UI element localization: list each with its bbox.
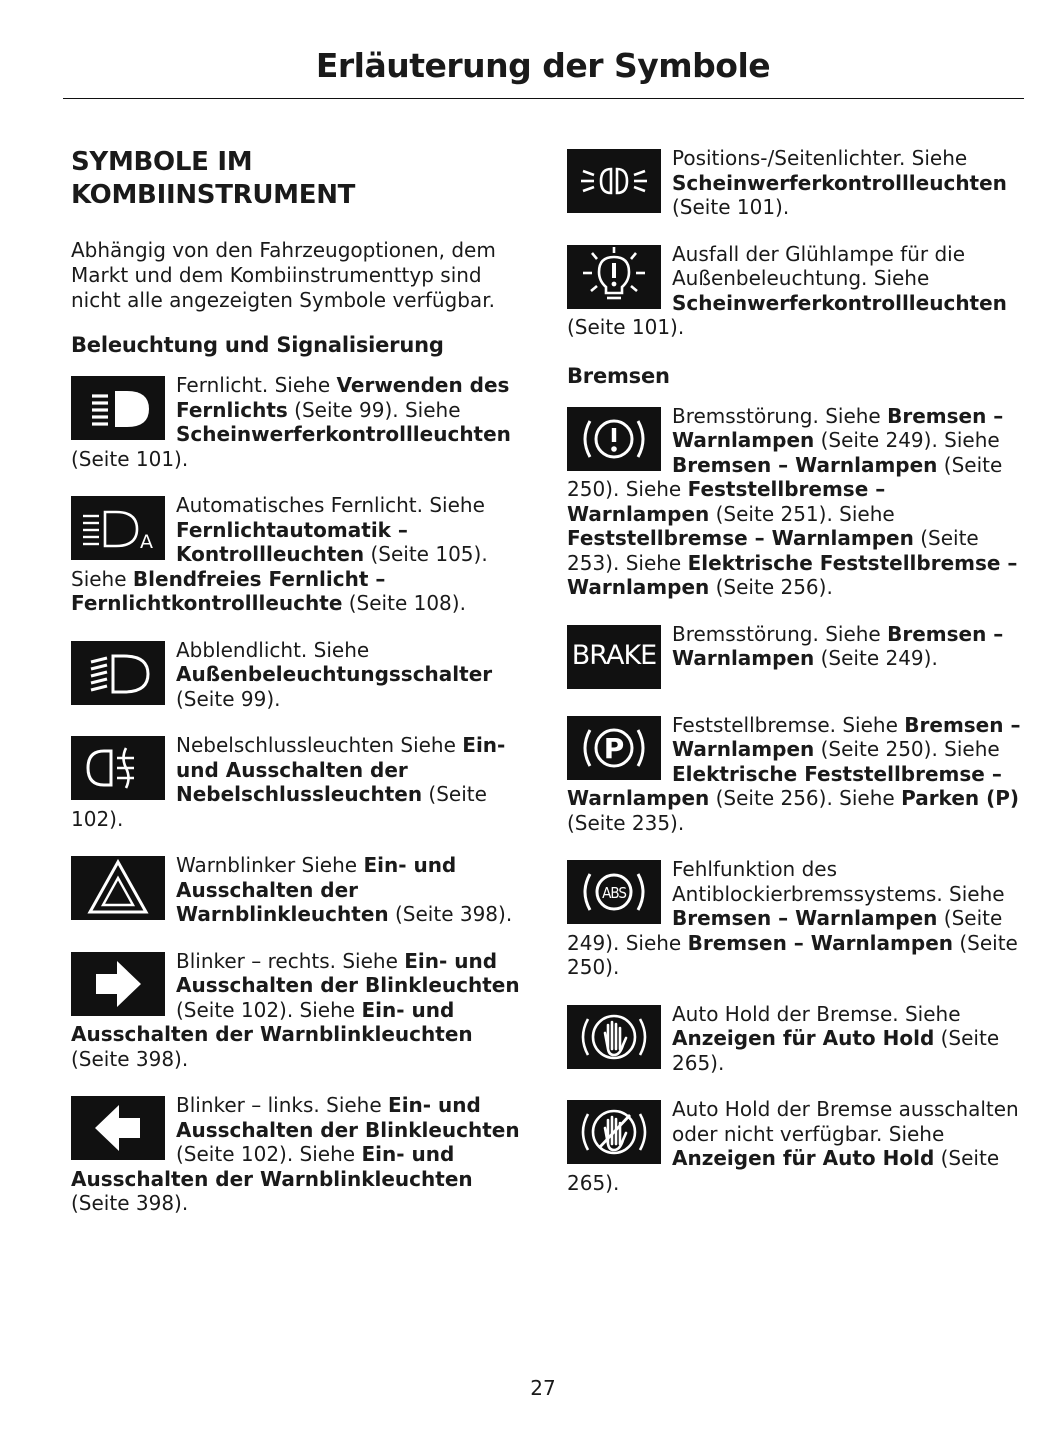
entry-text: Fehlfunktion des Antiblockierbremssystems. Siehe	[672, 857, 1005, 906]
lamp-entries	[567, 146, 1022, 340]
entry-text: (Seite 398).	[388, 902, 513, 926]
reference-link-text: Ein- und Ausschalten der Blinkleuchten	[176, 1093, 520, 1142]
entry-text: (Seite 99).	[176, 686, 281, 711]
reference-link-text: Ein- und Ausschalten der Blinkleuchten	[176, 948, 520, 997]
entry-text: Auto Hold der Bremse. Siehe	[672, 1001, 961, 1026]
entry-text: Bremsstörung. Siehe	[672, 403, 888, 428]
symbol-entry	[567, 713, 1022, 836]
symbol-entry	[71, 949, 523, 1072]
bulb-failure-icon	[567, 245, 661, 309]
entry-text: Fernlicht. Siehe	[176, 373, 337, 397]
lighting-entries	[71, 373, 523, 1216]
abs-warning-icon	[567, 860, 661, 924]
reference-link-text: Elektrische Feststellbremse – Warnlampen	[567, 550, 1018, 599]
turn-signal-left-icon	[71, 1096, 165, 1160]
entry-text: (Seite 256).	[709, 575, 833, 599]
section-heading-line1: SYMBOLE IM	[71, 147, 253, 177]
reference-link-text: Bremsen – Warnlampen	[672, 906, 938, 930]
entry-text: Bremsstörung. Siehe	[672, 621, 888, 646]
entry-text: (Seite 249).	[814, 646, 938, 670]
title-divider	[63, 98, 1024, 99]
reference-link-text: Parken (P)	[901, 786, 1020, 810]
reference-link-text: Ein- und Ausschalten der Nebelschlussleuchten	[176, 733, 506, 806]
reference-link-text: Blendfreies Fernlicht – Fernlichtkontrollleuchte	[71, 566, 386, 615]
auto-high-beam-icon	[71, 496, 165, 560]
symbol-entry	[71, 853, 523, 927]
entry-text: (Seite 250).	[567, 930, 1018, 979]
symbol-entry	[71, 638, 523, 712]
low-beam-icon	[71, 641, 165, 705]
reference-link-text: Bremsen – Warnlampen	[672, 621, 1004, 670]
reference-link-text: Bremsen – Warnlampen	[672, 403, 1004, 452]
entry-text: (Seite 398).	[71, 1046, 189, 1071]
entry-text: (Seite 101).	[567, 315, 685, 339]
reference-link-text: Ein- und Ausschalten der Warnblinkleuchten	[176, 853, 457, 926]
symbol-entry	[567, 242, 1022, 340]
page-title: Erläuterung der Symbole	[315, 46, 771, 85]
entry-text: (Seite 108).	[342, 591, 466, 615]
symbol-entry	[71, 1093, 523, 1216]
svg-text:ABS: ABS	[602, 884, 626, 902]
auto-hold-off-icon	[567, 1100, 661, 1164]
entry-text: Nebelschlussleuchten Siehe	[176, 733, 463, 757]
entry-text: (Seite 251). Siehe	[709, 501, 895, 526]
brake-entries	[567, 404, 1022, 1196]
reference-link-text: Außenbeleuchtungsschalter	[176, 662, 493, 686]
intro-paragraph: Abhängig von den Fahrzeugoptionen, dem Markt und dem Kombiinstrumenttyp sind nicht alle angezeigten Symbole verfügbar.	[71, 238, 496, 312]
entry-text: Auto Hold der Bremse ausschalten oder nicht verfügbar. Siehe	[672, 1097, 1019, 1146]
reference-link-text: Anzeigen für Auto Hold	[672, 1146, 935, 1170]
turn-signal-right-icon	[71, 952, 165, 1016]
entry-text: (Seite 102).	[71, 782, 487, 831]
entry-text: (Seite 101).	[672, 195, 790, 219]
position-lamps-icon	[567, 149, 661, 213]
entry-text: (Seite 235).	[567, 810, 685, 835]
brake-warning-icon	[567, 407, 661, 471]
entry-text: (Seite 249). Siehe	[814, 428, 1000, 452]
reference-link-text: Verwenden des Fernlichts	[176, 373, 510, 422]
reference-link-text: Bremsen – Warnlampen	[672, 712, 1021, 761]
reference-link-text: Bremsen – Warnlampen	[672, 452, 938, 477]
entry-text: (Seite 253). Siehe	[567, 526, 979, 575]
entry-text: Abblendlicht. Siehe	[176, 637, 370, 662]
brake-label: BRAKE	[571, 640, 657, 672]
symbol-entry	[567, 404, 1022, 600]
page-number: 27	[530, 1376, 556, 1400]
brake-text-icon	[567, 625, 661, 689]
left-column	[71, 146, 523, 1238]
symbol-entry	[567, 857, 1022, 980]
entry-text: (Seite 256). Siehe	[709, 786, 902, 810]
entry-text: Blinker – links. Siehe	[176, 1093, 389, 1117]
rear-fog-lamp-icon	[71, 736, 165, 800]
subsection-heading-brakes: Bremsen	[567, 363, 670, 388]
entry-text: (Seite 265).	[672, 1026, 1000, 1075]
symbol-entry	[71, 493, 523, 616]
symbol-entry	[567, 1097, 1022, 1195]
reference-link-text: Scheinwerferkontrollleuchten	[672, 290, 1007, 315]
symbol-entry	[71, 373, 523, 471]
reference-link-text: Elektrische Feststellbremse – Warnlampen	[567, 761, 1002, 810]
entry-text: Warnblinker Siehe	[176, 853, 364, 877]
entry-text: (Seite 398).	[71, 1191, 189, 1215]
reference-link-text: Scheinwerferkontrollleuchten	[672, 170, 1007, 195]
entry-text: (Seite 101).	[71, 446, 189, 471]
reference-link-text: Ein- und Ausschalten der Warnblinkleuchten	[71, 1142, 473, 1191]
svg-text:P: P	[603, 731, 625, 765]
reference-link-text: Ein- und Ausschalten der Warnblinkleuchten	[71, 997, 473, 1046]
symbol-entry	[71, 733, 523, 831]
section-heading	[71, 146, 523, 212]
entry-text: (Seite 102). Siehe	[176, 997, 362, 1022]
reference-link-text: Feststellbremse – Warnlampen	[567, 526, 914, 550]
high-beam-icon	[71, 376, 165, 440]
reference-link-text: Scheinwerferkontrollleuchten	[176, 422, 511, 446]
entry-text: Positions-/Seitenlichter. Siehe	[672, 146, 968, 170]
auto-hold-icon	[567, 1005, 661, 1069]
entry-text: Ausfall der Glühlampe für die Außenbeleuchtung. Siehe	[672, 241, 966, 290]
entry-text: (Seite 249). Siehe	[567, 906, 1003, 955]
entry-text: Blinker – rechts. Siehe	[176, 948, 405, 973]
reference-link-text: Feststellbremse – Warnlampen	[567, 477, 886, 526]
parking-brake-icon	[567, 716, 661, 780]
reference-link-text: Anzeigen für Auto Hold	[672, 1026, 935, 1050]
right-column	[567, 146, 1022, 1217]
entry-text: Automatisches Fernlicht. Siehe	[176, 493, 485, 517]
subsection-heading-lighting: Beleuchtung und Signalisierung	[71, 333, 444, 357]
entry-text: (Seite 102). Siehe	[176, 1142, 362, 1166]
entry-text: (Seite 99). Siehe	[287, 397, 461, 422]
entry-text: (Seite 250). Siehe	[567, 452, 1003, 501]
entry-text: (Seite 250). Siehe	[814, 737, 1000, 761]
entry-text: Feststellbremse. Siehe	[672, 712, 905, 737]
svg-text:A: A	[140, 531, 153, 553]
symbol-entry	[567, 1002, 1022, 1076]
reference-link-text: Bremsen – Warnlampen	[687, 930, 953, 955]
reference-link-text: Fernlichtautomatik – Kontrollleuchten	[176, 517, 408, 566]
symbol-entry	[567, 622, 1022, 691]
section-heading-line2: KOMBIINSTRUMENT	[71, 180, 356, 210]
symbol-entry	[567, 146, 1022, 220]
entry-text: (Seite 265).	[567, 1146, 1000, 1195]
entry-text: (Seite 105). Siehe	[71, 542, 488, 591]
hazard-warning-icon	[71, 856, 165, 920]
